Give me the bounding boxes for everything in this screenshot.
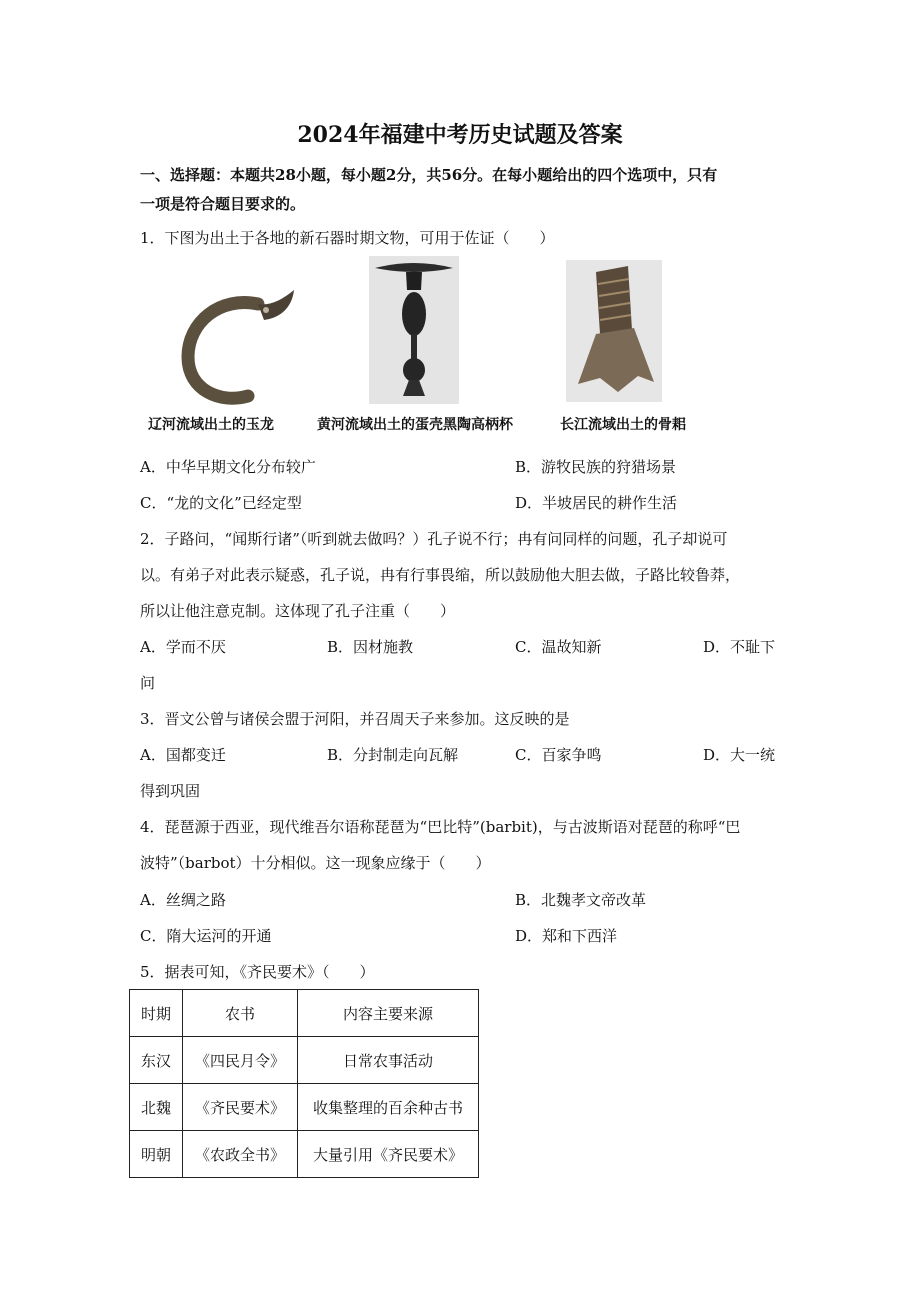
q1-caption-pottery-cup: 黄河流域出土的蛋壳黑陶高柄杯 [317,417,513,433]
table-row [130,1131,479,1178]
q4-option-d: D．郑和下西洋 [515,927,618,945]
table-header-cell: 时期 [130,990,183,1037]
q3-stem: 3．晋文公曾与诸侯会盟于河阳，并召周天子来参加。这反映的是 [140,710,570,728]
table-cell: 北魏 [130,1084,183,1131]
q3-option-a: A．国都变迁 [140,746,226,764]
q5-stem: 5．据表可知，《齐民要术》（ ） [140,963,375,981]
q4-option-b: B．北魏孝文帝改革 [515,891,647,909]
table-cell: 《农政全书》 [183,1131,298,1178]
q2-option-b: B．因材施教 [327,638,414,656]
q2-stem-line2: 以。有弟子对此表示疑惑，孔子说，冉有行事畏缩，所以鼓励他大胆去做，子路比较鲁莽， [140,566,741,584]
q2-option-d-wrap: 问 [140,674,156,692]
q1-caption-bone-spade: 长江流域出土的骨耜 [560,417,686,433]
q1-option-d: D．半坡居民的耕作生活 [515,494,678,512]
q1-caption-jade-dragon: 辽河流域出土的玉龙 [148,417,274,433]
table-header-row [130,990,479,1037]
q4-option-c: C．隋大运河的开通 [140,927,272,945]
table-cell: 收集整理的百余种古书 [298,1084,479,1131]
q3-option-c: C．百家争鸣 [515,746,602,764]
q2-option-d: D．不耻下 [703,638,776,656]
q1-option-a: A．中华早期文化分布较广 [140,458,316,476]
table-cell: 日常农事活动 [298,1037,479,1084]
q3-option-d: D．大一统 [703,746,776,764]
table-row [130,1037,479,1084]
q2-option-a: A．学而不厌 [140,638,226,656]
jade-dragon-image [170,282,300,412]
q5-table [129,989,479,1178]
q4-stem-line1: 4．琵琶源于西亚，现代维吾尔语称琵琶为“巴比特”(barbit)，与古波斯语对琵琶的称呼“巴 [140,818,741,836]
q3-option-b: B．分封制走向瓦解 [327,746,459,764]
q3-option-d-wrap: 得到巩固 [140,782,201,800]
q2-stem-line3: 所以让他注意克制。这体现了孔子注重（ ） [140,602,456,620]
q4-stem-line2: 波特”（barbot）十分相似。这一现象应缘于（ ） [140,854,491,872]
q1-option-b: B．游牧民族的狩猎场景 [515,458,677,476]
table-cell: 《齐民要术》 [183,1084,298,1131]
q2-option-c: C．温故知新 [515,638,602,656]
page-title: 2024年福建中考历史试题及答案 [297,122,623,148]
q1-option-c: C．“龙的文化”已经定型 [140,494,302,512]
q4-option-a: A．丝绸之路 [140,891,226,909]
table-cell: 东汉 [130,1037,183,1084]
section-instructions-line1: 一、选择题：本题共28小题，每小题2分，共56分。在每小题给出的四个选项中，只有 [140,166,718,184]
black-pottery-cup-image [369,256,459,404]
table-cell: 大量引用《齐民要术》 [298,1131,479,1178]
q2-stem-line1: 2．子路问，“闻斯行诸”（听到就去做吗？）孔子说不行；冉有问同样的问题，孔子却说可 [140,530,728,548]
table-cell: 明朝 [130,1131,183,1178]
bone-spade-image [566,260,662,402]
table-row [130,1084,479,1131]
table-cell: 《四民月令》 [183,1037,298,1084]
q1-stem: 1．下图为出土于各地的新石器时期文物，可用于佐证（ ） [140,229,555,247]
table-header-cell: 农书 [183,990,298,1037]
table-header-cell: 内容主要来源 [298,990,479,1037]
section-instructions-line2: 一项是符合题目要求的。 [140,195,306,213]
